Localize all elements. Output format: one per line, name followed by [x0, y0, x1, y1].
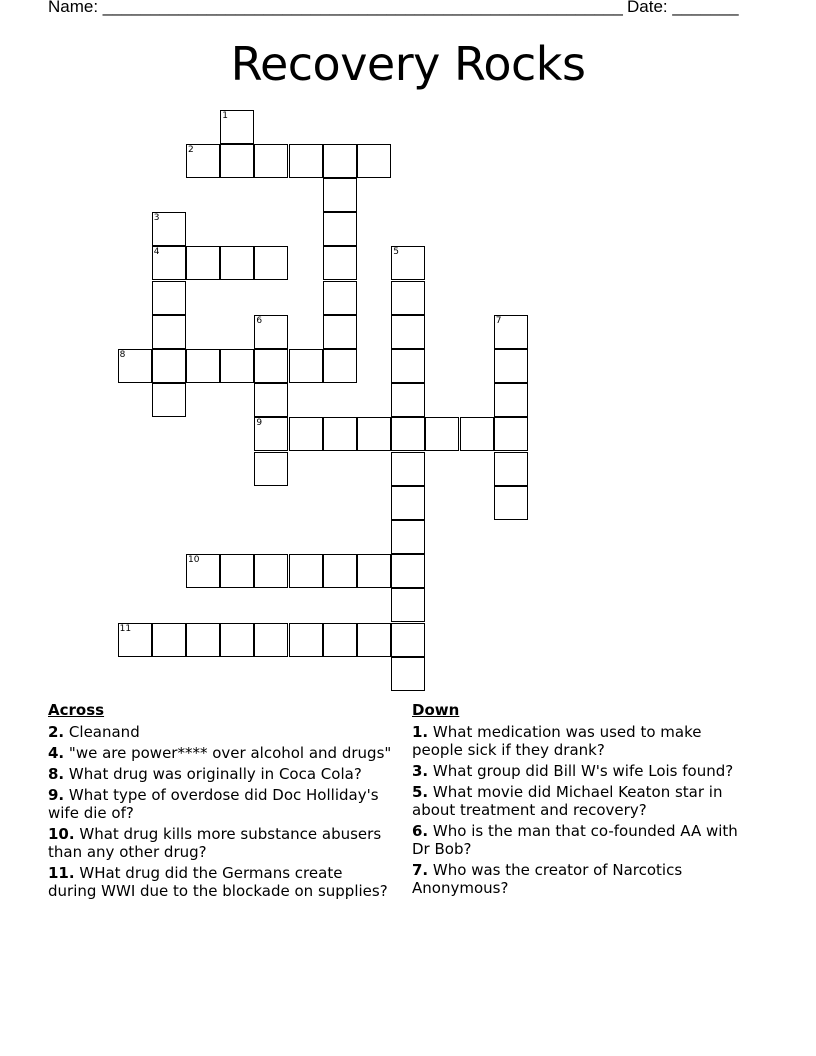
- clue-text: What movie did Michael Keaton star in about treatment and recovery?: [412, 783, 723, 819]
- grid-cell[interactable]: [391, 657, 425, 691]
- grid-cell[interactable]: [152, 281, 186, 315]
- grid-cell[interactable]: [118, 623, 152, 657]
- grid-cell[interactable]: [494, 486, 528, 520]
- clue-number-label: 5: [393, 247, 399, 258]
- grid-cell[interactable]: [323, 623, 357, 657]
- grid-cell[interactable]: [323, 212, 357, 246]
- grid-cell[interactable]: [220, 623, 254, 657]
- clue-text: What drug kills more substance abusers than any other drug?: [48, 825, 382, 861]
- clue-text: What drug was originally in Coca Cola?: [68, 765, 362, 783]
- clue-number: 5.: [412, 783, 429, 801]
- grid-cell[interactable]: [391, 246, 425, 280]
- grid-cell[interactable]: [391, 520, 425, 554]
- clue-text: Who is the man that co-founded AA with Dr Bob?: [412, 822, 738, 858]
- grid-cell[interactable]: [289, 144, 323, 178]
- clue-number: 11.: [48, 864, 75, 882]
- grid-cell[interactable]: [391, 383, 425, 417]
- grid-cell[interactable]: [254, 383, 288, 417]
- grid-cell[interactable]: [118, 349, 152, 383]
- grid-cell[interactable]: [254, 349, 288, 383]
- grid-cell[interactable]: [289, 554, 323, 588]
- down-clue: [412, 861, 757, 897]
- clue-text: What group did Bill W's wife Lois found?: [432, 762, 734, 780]
- grid-cell[interactable]: [254, 554, 288, 588]
- down-clue: [412, 783, 757, 819]
- grid-cell[interactable]: [220, 349, 254, 383]
- clue-number: 6.: [412, 822, 429, 840]
- clue-number-label: 3: [153, 213, 160, 224]
- clue-text: What type of overdose did Doc Holliday's wife die of?: [48, 786, 379, 822]
- grid-cell[interactable]: [494, 383, 528, 417]
- grid-cell[interactable]: [323, 178, 357, 212]
- grid-cell[interactable]: [254, 452, 288, 486]
- grid-cell[interactable]: [254, 315, 288, 349]
- clue-number: 9.: [48, 786, 65, 804]
- grid-cell[interactable]: [323, 144, 357, 178]
- grid-cell[interactable]: [323, 281, 357, 315]
- grid-cell[interactable]: [494, 315, 528, 349]
- grid-cell[interactable]: [494, 349, 528, 383]
- clue-number-label: 1: [222, 110, 228, 121]
- grid-cell[interactable]: [220, 144, 254, 178]
- date-field-label: Date: _______: [627, 0, 739, 16]
- clue-number: 4.: [48, 744, 65, 762]
- clue-number: 8.: [48, 765, 65, 783]
- grid-cell[interactable]: [254, 623, 288, 657]
- grid-cell[interactable]: [391, 315, 425, 349]
- grid-cell[interactable]: [391, 281, 425, 315]
- puzzle-title: Recovery Rocks: [230, 37, 586, 91]
- grid-cell[interactable]: [391, 554, 425, 588]
- across-clue: [48, 864, 393, 900]
- clue-number: 7.: [412, 861, 429, 879]
- grid-cell[interactable]: [254, 417, 288, 451]
- across-clue: [48, 723, 393, 741]
- grid-cell[interactable]: [357, 417, 391, 451]
- grid-cell[interactable]: [425, 417, 459, 451]
- grid-cell[interactable]: [152, 212, 186, 246]
- grid-cell[interactable]: [391, 623, 425, 657]
- grid-cell[interactable]: [220, 554, 254, 588]
- clue-text: "we are power**** over alcohol and drugs": [68, 744, 392, 762]
- clue-text: WHat drug did the Germans create during WWI due to the blockade on supplies?: [48, 864, 388, 900]
- grid-cell[interactable]: [323, 315, 357, 349]
- across-clue: [48, 825, 393, 861]
- clue-text: Cleanand: [68, 723, 140, 741]
- grid-cell[interactable]: [357, 623, 391, 657]
- grid-cell[interactable]: [391, 452, 425, 486]
- grid-cell[interactable]: [152, 246, 186, 280]
- grid-cell[interactable]: [357, 144, 391, 178]
- grid-cell[interactable]: [152, 349, 186, 383]
- grid-cell[interactable]: [323, 246, 357, 280]
- clue-number-label: 11: [119, 623, 132, 634]
- down-clue: [412, 822, 757, 858]
- grid-cell[interactable]: [152, 383, 186, 417]
- grid-cell[interactable]: [323, 554, 357, 588]
- grid-cell[interactable]: [289, 417, 323, 451]
- grid-cell[interactable]: [186, 554, 220, 588]
- grid-cell[interactable]: [391, 486, 425, 520]
- grid-cell[interactable]: [357, 554, 391, 588]
- grid-cell[interactable]: [186, 623, 220, 657]
- grid-cell[interactable]: [186, 349, 220, 383]
- across-clue: [48, 744, 393, 762]
- across-clue: [48, 786, 393, 822]
- down-clue: [412, 723, 757, 759]
- grid-cell[interactable]: [186, 144, 220, 178]
- grid-cell[interactable]: [494, 417, 528, 451]
- across-clue: [48, 765, 393, 783]
- grid-cell[interactable]: [323, 349, 357, 383]
- grid-cell[interactable]: [254, 246, 288, 280]
- down-clues: [412, 701, 757, 900]
- clue-number-label: 9: [256, 418, 263, 429]
- clue-text: Who was the creator of Narcotics Anonymous?: [412, 861, 683, 897]
- grid-cell[interactable]: [391, 588, 425, 622]
- grid-cell[interactable]: [323, 417, 357, 451]
- clue-number: 3.: [412, 762, 429, 780]
- name-field-label: Name: _______________________________________________________: [48, 0, 623, 16]
- grid-cell[interactable]: [289, 349, 323, 383]
- clue-number-label: 4: [153, 247, 160, 258]
- clue-number-label: 2: [188, 144, 194, 155]
- clue-number-label: 10: [188, 555, 200, 566]
- grid-cell[interactable]: [460, 417, 494, 451]
- grid-cell[interactable]: [254, 144, 288, 178]
- grid-cell[interactable]: [152, 315, 186, 349]
- grid-cell[interactable]: [494, 452, 528, 486]
- down-clue: [412, 762, 757, 780]
- clue-text: What medication was used to make people sick if they drank?: [412, 723, 702, 759]
- grid-cell[interactable]: [152, 623, 186, 657]
- grid-cell[interactable]: [220, 246, 254, 280]
- clue-number: 1.: [412, 723, 429, 741]
- clue-number: 10.: [48, 825, 75, 843]
- grid-cell[interactable]: [391, 417, 425, 451]
- across-clues: [48, 701, 393, 903]
- clue-number-label: 7: [495, 315, 502, 326]
- clue-number-label: 8: [119, 350, 126, 360]
- grid-cell[interactable]: [391, 349, 425, 383]
- clue-number: 2.: [48, 723, 65, 741]
- grid-cell[interactable]: [289, 623, 323, 657]
- clue-number-label: 6: [256, 315, 263, 326]
- across-heading: Across: [48, 701, 105, 719]
- grid-cell[interactable]: [186, 246, 220, 280]
- grid-cell[interactable]: [220, 110, 254, 144]
- down-heading: Down: [412, 701, 460, 719]
